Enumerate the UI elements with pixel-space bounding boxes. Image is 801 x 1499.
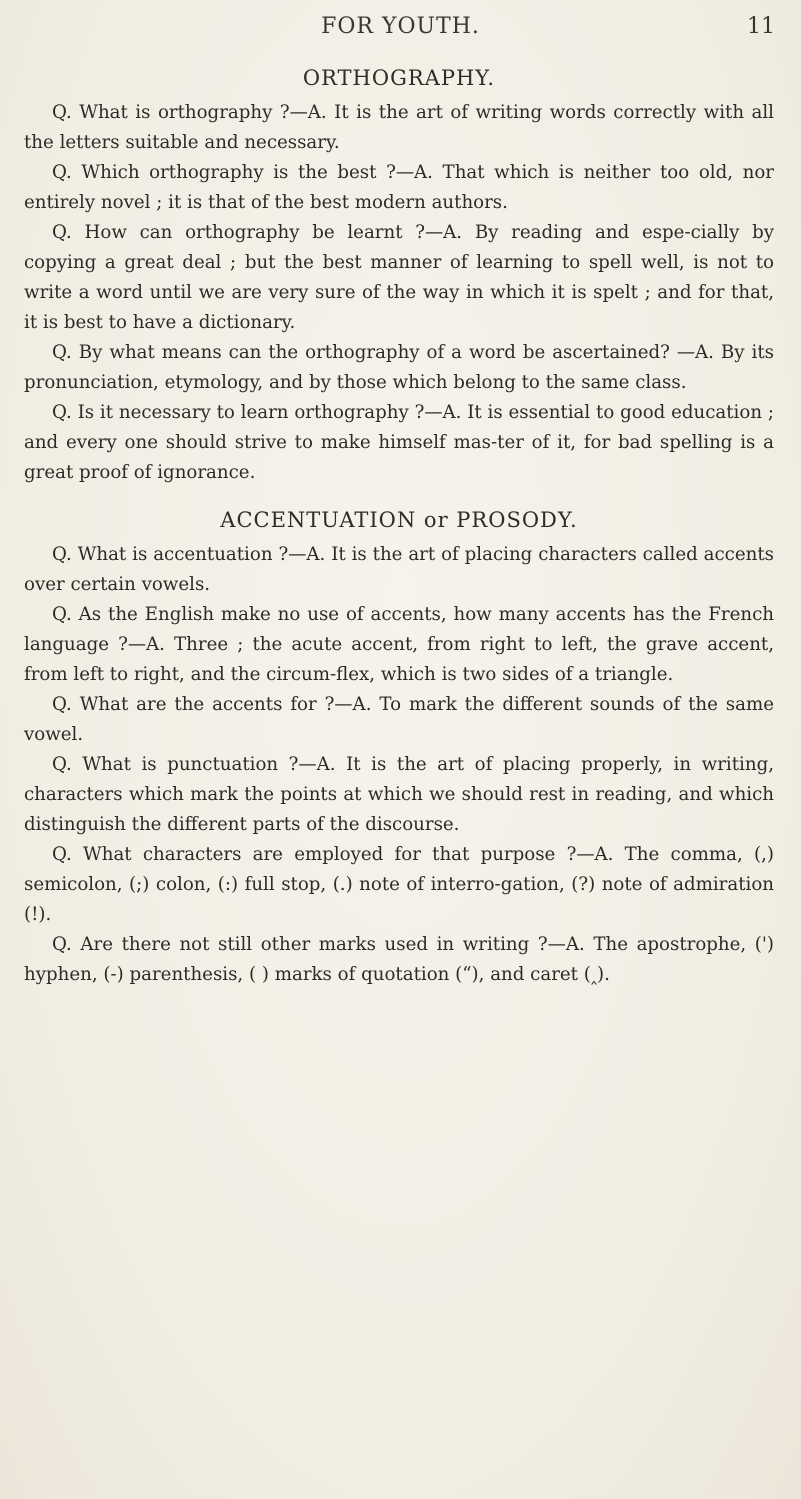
running-head — [0, 14, 801, 54]
section-heading: ORTHOGRAPHY. — [302, 66, 496, 90]
paragraph: Q. As the English make no use of accents, how many accents has the French language ?—A. Three ; the acute accent, from right to left, the grave accent, from left to right, and the circum-flex, which is two sides of a triangle. — [24, 604, 774, 685]
section-accentuation — [24, 508, 774, 990]
paragraph: Q. What is orthography ?—A. It is the art of writing words correctly with all the letters suitable and necessary. — [24, 102, 774, 153]
page-number: 11 — [747, 14, 775, 39]
paragraph: Q. What is accentuation ?—A. It is the art of placing characters called accents over certain vowels. — [24, 544, 774, 595]
paragraph: Q. Is it necessary to learn orthography ?—A. It is essential to good education ; and every one should strive to make himself mas-ter of it, for bad spelling is a great proof of ignorance. — [24, 402, 774, 483]
paragraph: Q. How can orthography be learnt ?—A. By reading and espe-cially by copying a great deal ; but the best manner of learning to spell well, is not to write a word until we are very sure of the way in which it is spelt ; and for that, it is best to have a dictionary. — [24, 222, 774, 333]
paragraph: Q. Which orthography is the best ?—A. That which is neither too old, nor entirely novel ; it is that of the best modern authors. — [24, 162, 774, 213]
section-heading: ACCENTUATION or PROSODY. — [220, 508, 578, 532]
paragraph: Q. By what means can the orthography of a word be ascertained? —A. By its pronunciation, etymology, and by those which belong to the same class. — [24, 342, 774, 393]
paragraph: Q. What are the accents for ?—A. To mark the different sounds of the same vowel. — [24, 694, 774, 745]
page-content — [24, 66, 774, 990]
running-title: FOR YOUTH. — [321, 14, 480, 39]
section-orthography — [24, 66, 774, 488]
paragraph: Q. What characters are employed for that purpose ?—A. The comma, (,) semicolon, (;) colon, (:) full stop, (.) note of interro-gation, (?) note of admiration (!). — [24, 844, 774, 925]
paragraph: Q. What is punctuation ?—A. It is the art of placing properly, in writing, characters which mark the points at which we should rest in reading, and which distinguish the different parts of the discourse. — [24, 754, 774, 835]
paragraph: Q. Are there not still other marks used in writing ?—A. The apostrophe, (') hyphen, (-) parenthesis, ( ) marks of quotation (“), and caret (‸). — [24, 934, 774, 985]
